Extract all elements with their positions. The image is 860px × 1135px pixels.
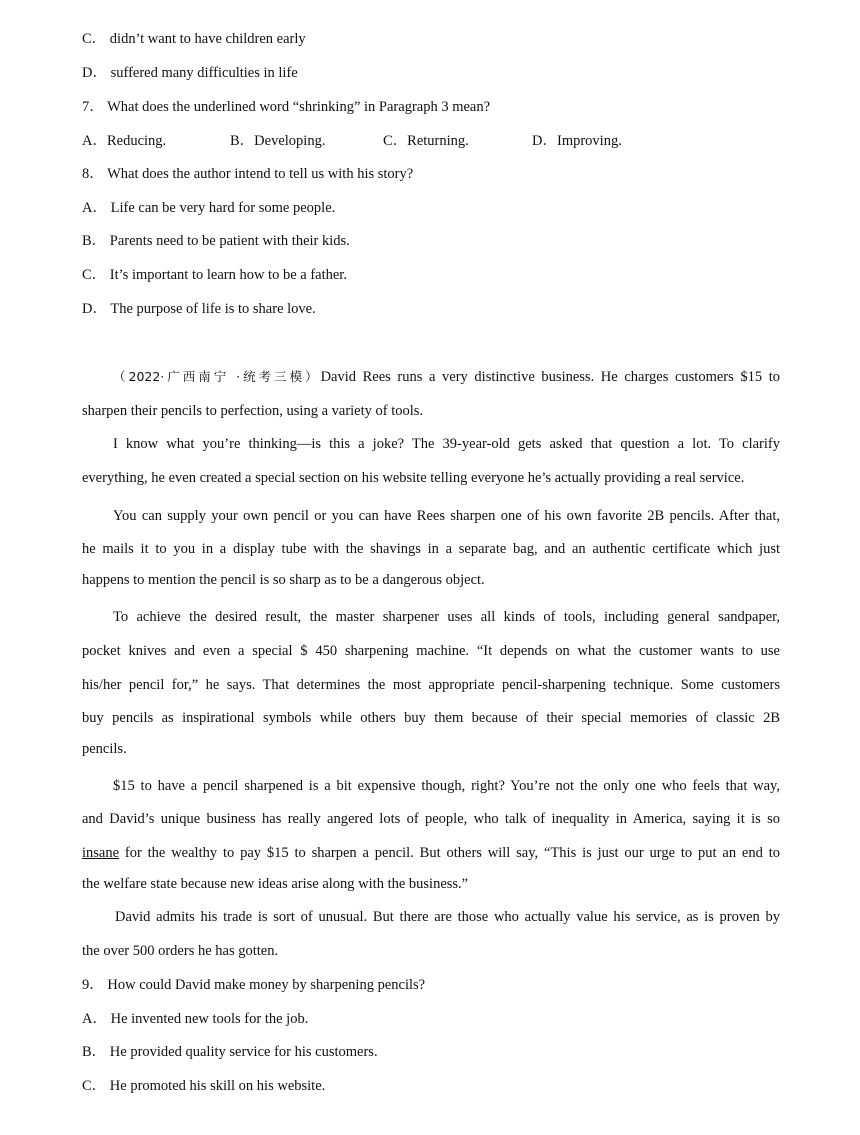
passage-text: for the wealthy to pay $15 to sharpen a pencil. But others will say, “This is just our urge to put an end to xyxy=(119,845,780,861)
q9-option-a xyxy=(82,1010,308,1028)
option-text: He provided quality service for his customers. xyxy=(109,1044,378,1060)
option-text: Improving. xyxy=(556,133,622,149)
passage-p6-line1: David admits his trade is sort of unusual. But there are those who actually value his service, as is proven by xyxy=(115,909,780,925)
option-text: Developing. xyxy=(254,133,326,149)
q8-option-c xyxy=(82,266,347,284)
option-label: D． xyxy=(82,301,107,317)
question-text: What does the author intend to tell us with his story? xyxy=(107,166,414,182)
passage-p5-line4: the welfare state because new ideas arise along with the business.” xyxy=(82,876,469,892)
question-text: What does the underlined word “shrinking” in Paragraph 3 mean? xyxy=(107,99,491,115)
passage-p3-line2: he mails it to you in a display tube with the shavings in a separate bag, and an authentic certificate which just xyxy=(82,541,780,557)
q8-option-a xyxy=(82,199,335,217)
option-text: Life can be very hard for some people. xyxy=(110,200,336,216)
q9-option-b xyxy=(82,1043,378,1061)
passage-p4-line1: To achieve the desired result, the master sharpener uses all kinds of tools, including general sandpaper, xyxy=(113,609,780,625)
option-text: suffered many difficulties in life xyxy=(110,65,298,81)
q9-stem xyxy=(82,976,425,994)
passage-p3-line3: happens to mention the pencil is so sharp as to be a dangerous object. xyxy=(82,572,485,588)
option-label: C． xyxy=(82,31,107,47)
option-label: A． xyxy=(82,200,107,216)
q6-option-c xyxy=(82,30,306,48)
option-text: It’s important to learn how to be a father. xyxy=(109,267,347,283)
passage-p5-line1: $15 to have a pencil sharpened is a bit expensive though, right? You’re not the only one who feels that way, xyxy=(113,778,780,794)
q6-option-d xyxy=(82,64,298,82)
option-text: Reducing. xyxy=(106,133,167,149)
option-label: C． xyxy=(82,1078,107,1094)
passage-p2-line2: everything, he even created a special section on his website telling everyone he’s actually providing a real service. xyxy=(82,470,745,486)
passage-text: David Rees runs a very distinctive business. He charges customers $15 to xyxy=(320,369,781,385)
q8-stem xyxy=(82,165,413,183)
question-text: How could David make money by sharpening pencils? xyxy=(107,977,426,993)
option-label: C． xyxy=(383,133,408,149)
passage-p5-line3 xyxy=(82,844,780,862)
option-label: B． xyxy=(82,1044,107,1060)
passage-p2-line1: I know what you’re thinking—is this a joke? The 39-year-old gets asked that question a lot. To clarify xyxy=(113,436,780,452)
option-text: He invented new tools for the job. xyxy=(110,1011,309,1027)
source-tag: （2022·广西南宁 ·统考三模） xyxy=(113,369,321,384)
option-text: The purpose of life is to share love. xyxy=(110,301,316,317)
passage-p6-line2: the over 500 orders he has gotten. xyxy=(82,943,279,959)
q7-option-a xyxy=(82,132,166,150)
q7-stem xyxy=(82,98,490,116)
q7-option-d xyxy=(532,132,622,150)
q7-option-b xyxy=(230,132,325,150)
q8-option-b xyxy=(82,232,350,250)
option-label: D． xyxy=(82,65,107,81)
option-label: D． xyxy=(532,133,557,149)
passage-p4-line4: buy pencils as inspirational symbols while others buy them because of their special memories of classic 2B xyxy=(82,710,780,726)
question-number: 7． xyxy=(82,99,104,115)
passage-p1-line1 xyxy=(113,368,780,386)
option-text: Parents need to be patient with their kids. xyxy=(109,233,350,249)
passage-p4-line2: pocket knives and even a special $ 450 sharpening machine. “It depends on what the customer wants to use xyxy=(82,643,780,659)
question-number: 9． xyxy=(82,977,104,993)
option-label: C． xyxy=(82,267,107,283)
option-text: He promoted his skill on his website. xyxy=(109,1078,326,1094)
passage-p3-line1: You can supply your own pencil or you can have Rees sharpen one of his own favorite 2B pencils. After that, xyxy=(113,508,780,524)
option-label: B． xyxy=(82,233,107,249)
question-number: 8． xyxy=(82,166,104,182)
option-text: didn’t want to have children early xyxy=(109,31,306,47)
option-label: A． xyxy=(82,1011,107,1027)
passage-p5-line2: and David’s unique business has really angered lots of people, who talk of inequality in America, saying it is so xyxy=(82,811,780,827)
q7-option-c xyxy=(383,132,469,150)
q8-option-d xyxy=(82,300,316,318)
option-label: A． xyxy=(82,133,107,149)
underlined-word-insane: insane xyxy=(82,845,120,861)
option-label: B． xyxy=(230,133,255,149)
passage-p4-line5: pencils. xyxy=(82,741,127,757)
option-text: Returning. xyxy=(407,133,469,149)
passage-p1-line2: sharpen their pencils to perfection, using a variety of tools. xyxy=(82,403,424,419)
q9-option-c xyxy=(82,1077,325,1095)
passage-p4-line3: his/her pencil for,” he says. That determines the most appropriate pencil-sharpening technique. Some customers xyxy=(82,677,780,693)
